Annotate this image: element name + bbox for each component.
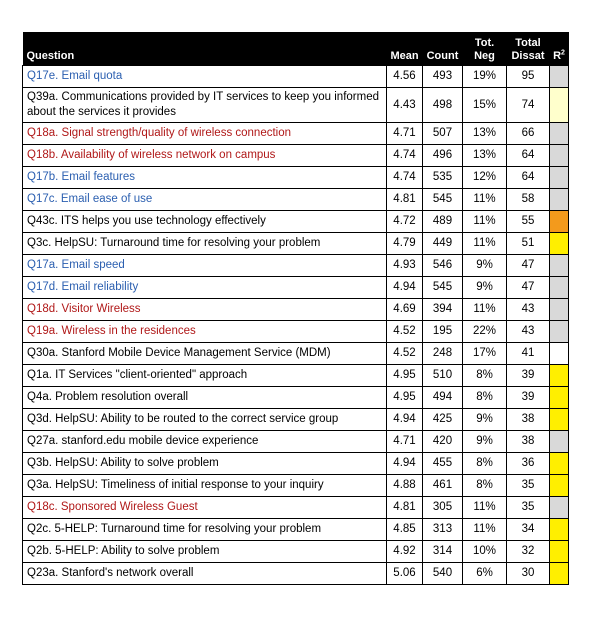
question-cell: Q18b. Availability of wireless network on campus [23,144,387,166]
header-tot-neg-line2: Neg [474,49,495,62]
question-cell: Q17a. Email speed [23,254,387,276]
question-cell: Q3c. HelpSU: Turnaround time for resolving your problem [23,232,387,254]
question-cell: Q43c. ITS helps you use technology effectively [23,210,387,232]
tot-neg-cell: 8% [463,474,507,496]
total-dissat-cell: 43 [507,298,550,320]
question-cell: Q30a. Stanford Mobile Device Management Service (MDM) [23,342,387,364]
r2-indicator-cell [550,342,569,364]
header-r2-label: R [553,49,562,62]
count-cell: 314 [423,540,463,562]
tot-neg-cell: 9% [463,254,507,276]
header-total-dissat-line1: Total [515,36,541,49]
header-count: Count [423,32,463,65]
table-body [23,65,569,584]
table-row [23,65,569,87]
header-tot-neg-line1: Tot. [474,36,495,49]
question-cell: Q18d. Visitor Wireless [23,298,387,320]
mean-cell: 4.81 [387,188,423,210]
tot-neg-cell: 11% [463,518,507,540]
mean-cell: 4.92 [387,540,423,562]
table-row [23,518,569,540]
count-cell: 494 [423,386,463,408]
mean-cell: 4.95 [387,386,423,408]
total-dissat-cell: 66 [507,122,550,144]
table-row [23,342,569,364]
table-row [23,496,569,518]
table-row [23,452,569,474]
question-cell: Q3d. HelpSU: Ability to be routed to the correct service group [23,408,387,430]
total-dissat-cell: 95 [507,65,550,87]
table-row [23,430,569,452]
table-row [23,320,569,342]
question-cell: Q18a. Signal strength/quality of wireless connection [23,122,387,144]
table-row [23,210,569,232]
count-cell: 535 [423,166,463,188]
count-cell: 461 [423,474,463,496]
total-dissat-cell: 38 [507,408,550,430]
table-row [23,386,569,408]
total-dissat-cell: 36 [507,452,550,474]
count-cell: 489 [423,210,463,232]
count-cell: 394 [423,298,463,320]
total-dissat-cell: 47 [507,276,550,298]
mean-cell: 4.95 [387,364,423,386]
tot-neg-cell: 15% [463,87,507,122]
count-cell: 507 [423,122,463,144]
r2-indicator-cell [550,518,569,540]
mean-cell: 4.88 [387,474,423,496]
question-cell: Q17c. Email ease of use [23,188,387,210]
r2-indicator-cell [550,496,569,518]
count-cell: 545 [423,276,463,298]
tot-neg-cell: 11% [463,496,507,518]
tot-neg-cell: 22% [463,320,507,342]
r2-indicator-cell [550,540,569,562]
tot-neg-cell: 13% [463,122,507,144]
mean-cell: 4.52 [387,320,423,342]
mean-cell: 4.94 [387,452,423,474]
r2-indicator-cell [550,232,569,254]
mean-cell: 4.43 [387,87,423,122]
tot-neg-cell: 11% [463,210,507,232]
total-dissat-cell: 51 [507,232,550,254]
count-cell: 493 [423,65,463,87]
total-dissat-cell: 32 [507,540,550,562]
tot-neg-cell: 6% [463,562,507,584]
r2-indicator-cell [550,210,569,232]
mean-cell: 4.85 [387,518,423,540]
tot-neg-cell: 12% [463,166,507,188]
r2-indicator-cell [550,144,569,166]
tot-neg-cell: 13% [463,144,507,166]
table-row [23,276,569,298]
r2-indicator-cell [550,452,569,474]
r2-indicator-cell [550,320,569,342]
count-cell: 545 [423,188,463,210]
question-cell: Q39a. Communications provided by IT services to keep you informed about the services it provides [23,87,387,122]
header-row [23,32,569,65]
total-dissat-cell: 47 [507,254,550,276]
mean-cell: 4.81 [387,496,423,518]
table-row [23,474,569,496]
question-cell: Q18c. Sponsored Wireless Guest [23,496,387,518]
mean-cell: 4.93 [387,254,423,276]
table-row [23,408,569,430]
question-cell: Q23a. Stanford's network overall [23,562,387,584]
table-row [23,254,569,276]
r2-indicator-cell [550,188,569,210]
r2-indicator-cell [550,408,569,430]
count-cell: 449 [423,232,463,254]
count-cell: 510 [423,364,463,386]
question-cell: Q17b. Email features [23,166,387,188]
count-cell: 313 [423,518,463,540]
count-cell: 498 [423,87,463,122]
r2-indicator-cell [550,65,569,87]
survey-results-table [22,32,569,585]
question-cell: Q19a. Wireless in the residences [23,320,387,342]
table-row [23,364,569,386]
tot-neg-cell: 11% [463,188,507,210]
question-cell: Q2c. 5-HELP: Turnaround time for resolving your problem [23,518,387,540]
question-cell: Q4a. Problem resolution overall [23,386,387,408]
r2-indicator-cell [550,298,569,320]
total-dissat-cell: 34 [507,518,550,540]
header-r2-superscript: 2 [561,48,565,56]
header-question: Question [23,32,387,65]
mean-cell: 4.72 [387,210,423,232]
count-cell: 546 [423,254,463,276]
mean-cell: 4.94 [387,276,423,298]
mean-cell: 4.94 [387,408,423,430]
count-cell: 496 [423,144,463,166]
table-row [23,144,569,166]
question-cell: Q17d. Email reliability [23,276,387,298]
table-row [23,188,569,210]
total-dissat-cell: 38 [507,430,550,452]
total-dissat-cell: 35 [507,496,550,518]
total-dissat-cell: 64 [507,166,550,188]
mean-cell: 4.71 [387,122,423,144]
r2-indicator-cell [550,386,569,408]
count-cell: 540 [423,562,463,584]
total-dissat-cell: 39 [507,364,550,386]
header-r2 [550,32,569,65]
mean-cell: 4.71 [387,430,423,452]
header-mean: Mean [387,32,423,65]
mean-cell: 5.06 [387,562,423,584]
mean-cell: 4.74 [387,166,423,188]
total-dissat-cell: 74 [507,87,550,122]
r2-indicator-cell [550,254,569,276]
mean-cell: 4.56 [387,65,423,87]
header-tot-neg [463,32,507,65]
count-cell: 420 [423,430,463,452]
tot-neg-cell: 8% [463,364,507,386]
count-cell: 305 [423,496,463,518]
r2-indicator-cell [550,122,569,144]
count-cell: 248 [423,342,463,364]
mean-cell: 4.79 [387,232,423,254]
tot-neg-cell: 9% [463,430,507,452]
r2-indicator-cell [550,87,569,122]
header-total-dissat-line2: Dissat [511,49,545,62]
mean-cell: 4.52 [387,342,423,364]
total-dissat-cell: 35 [507,474,550,496]
count-cell: 425 [423,408,463,430]
r2-indicator-cell [550,430,569,452]
count-cell: 455 [423,452,463,474]
tot-neg-cell: 9% [463,276,507,298]
question-cell: Q17e. Email quota [23,65,387,87]
table-row [23,166,569,188]
tot-neg-cell: 11% [463,232,507,254]
tot-neg-cell: 17% [463,342,507,364]
count-cell: 195 [423,320,463,342]
total-dissat-cell: 55 [507,210,550,232]
r2-indicator-cell [550,364,569,386]
total-dissat-cell: 30 [507,562,550,584]
total-dissat-cell: 43 [507,320,550,342]
table-row [23,540,569,562]
tot-neg-cell: 11% [463,298,507,320]
r2-indicator-cell [550,166,569,188]
question-cell: Q2b. 5-HELP: Ability to solve problem [23,540,387,562]
table-row [23,232,569,254]
tot-neg-cell: 8% [463,452,507,474]
tot-neg-cell: 8% [463,386,507,408]
table-row [23,562,569,584]
question-cell: Q3b. HelpSU: Ability to solve problem [23,452,387,474]
question-cell: Q1a. IT Services "client-oriented" approach [23,364,387,386]
tot-neg-cell: 10% [463,540,507,562]
total-dissat-cell: 41 [507,342,550,364]
question-cell: Q27a. stanford.edu mobile device experience [23,430,387,452]
total-dissat-cell: 39 [507,386,550,408]
tot-neg-cell: 19% [463,65,507,87]
table-row [23,298,569,320]
mean-cell: 4.69 [387,298,423,320]
tot-neg-cell: 9% [463,408,507,430]
r2-indicator-cell [550,562,569,584]
mean-cell: 4.74 [387,144,423,166]
question-cell: Q3a. HelpSU: Timeliness of initial response to your inquiry [23,474,387,496]
header-total-dissat [507,32,550,65]
total-dissat-cell: 64 [507,144,550,166]
table-row [23,87,569,122]
table-row [23,122,569,144]
total-dissat-cell: 58 [507,188,550,210]
r2-indicator-cell [550,276,569,298]
r2-indicator-cell [550,474,569,496]
